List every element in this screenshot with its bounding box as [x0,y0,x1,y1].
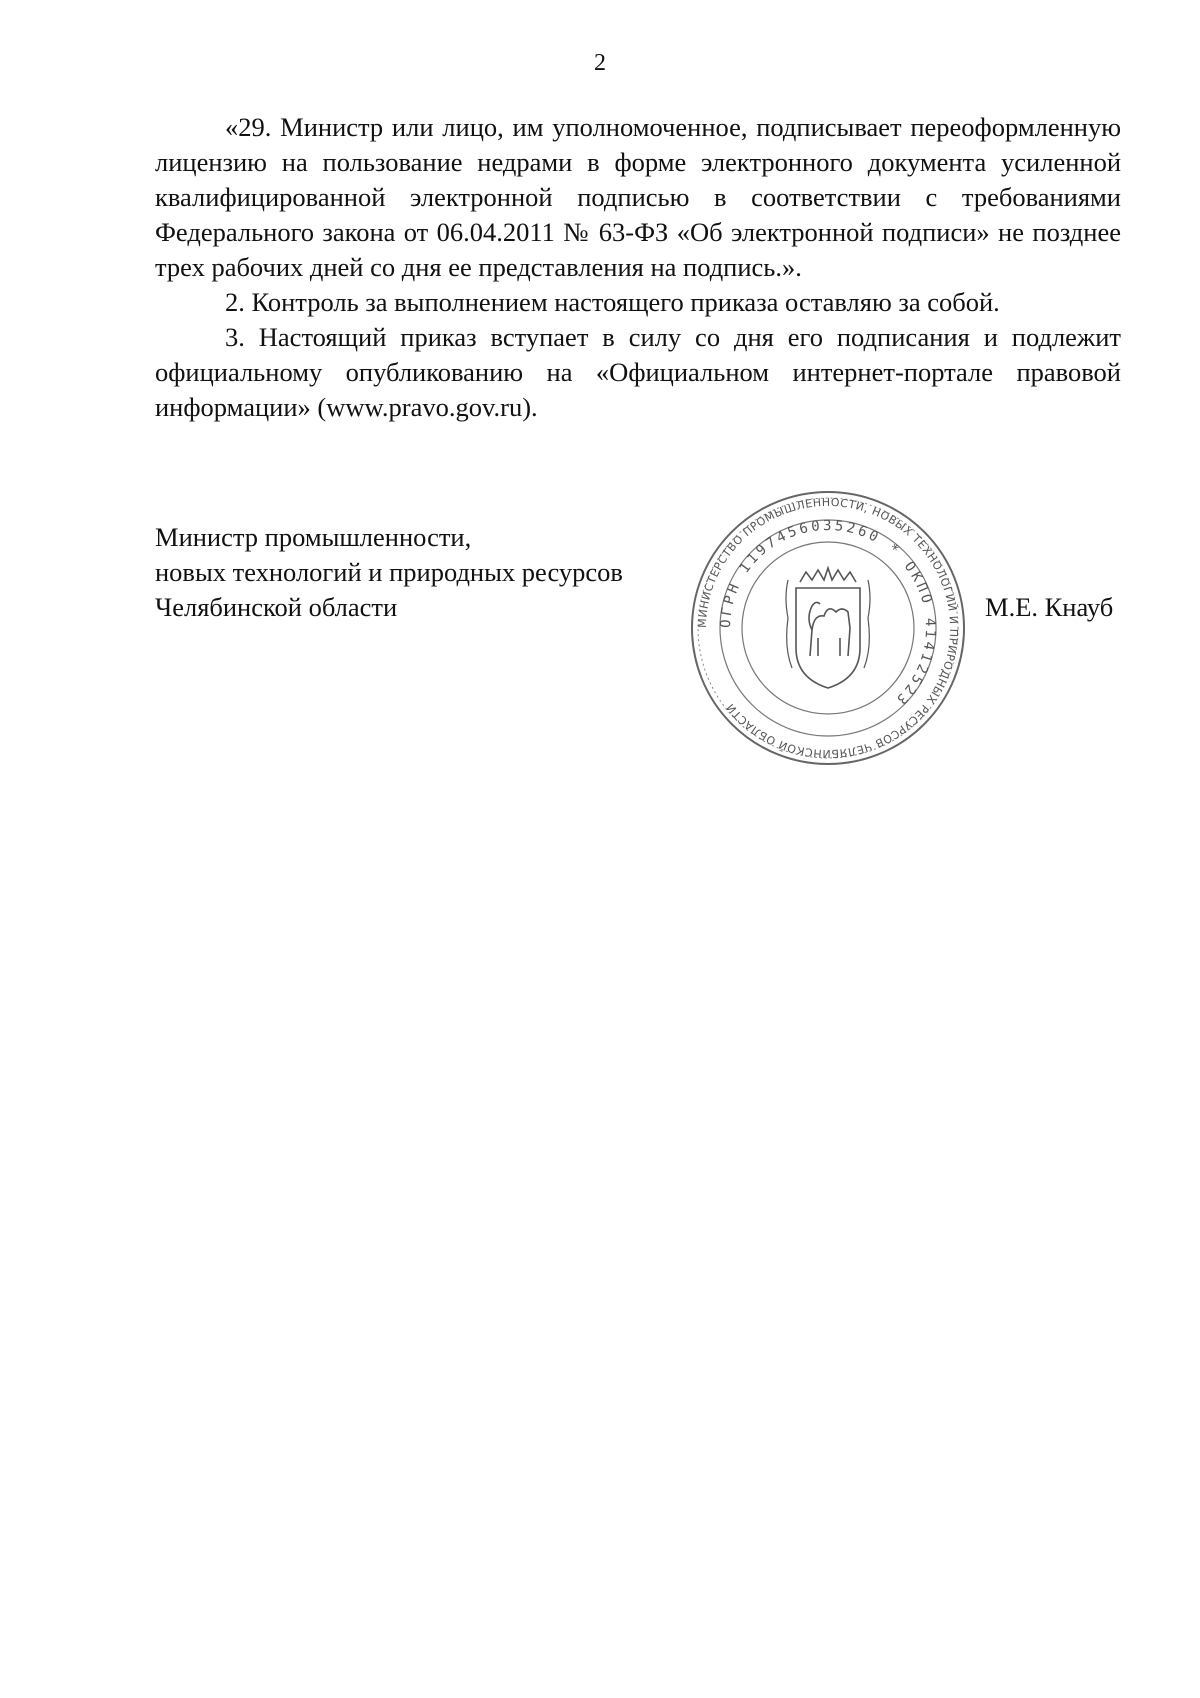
official-seal [688,488,968,768]
document-body [155,110,1121,425]
signatory-position-line: Челябинской области [155,592,398,622]
signatory-name: М.Е. Кнауб [985,592,1114,622]
paragraph-3: 3. Настоящий приказ вступает в силу со дня его подписания и подлежит официальному опубликованию на «Официальном интернет-портале правовой информации» (www.pravo.gov.ru). [155,322,1121,422]
svg-text:МИНИСТЕРСТВО ПРОМЫШЛЕННОСТИ, Н [696,496,960,760]
seal-stamp-icon [688,488,968,768]
seal-inner-text: ОГРН 1197456035260 * ОКПО 41412523 [717,517,939,710]
signatory-position [155,520,623,625]
paragraph-2: 2. Контроль за выполнением настоящего приказа оставляю за собой. [225,287,1000,317]
svg-text:ОГРН 1197456035260 * ОКПО 4141 [718,518,938,709]
page-number: 2 [594,50,606,76]
paragraph-29: «29. Министр или лицо, им уполномоченное, подписывает переоформленную лицензию на пользование недрами в форме электронного документа усиленной квалифицированной электронной подписью в соответствии с требованиями Федерального закона от 06.04.2011 № 63-ФЗ «Об электронной подписи» не позднее трех рабочих дней со дня ее представления на подпись.». [155,112,1121,282]
signatory-position-line: новых технологий и природных ресурсов [155,557,623,587]
seal-outer-text: МИНИСТЕРСТВО ПРОМЫШЛЕННОСТИ, НОВЫХ ТЕХНОЛОГИЙ И ПРИРОДНЫХ РЕСУРСОВ ЧЕЛЯБИНСКОЙ ОБЛАСТИ [695,495,961,761]
coat-of-arms-camel-icon [786,568,870,688]
signatory-position-line: Министр промышленности, [155,522,472,552]
